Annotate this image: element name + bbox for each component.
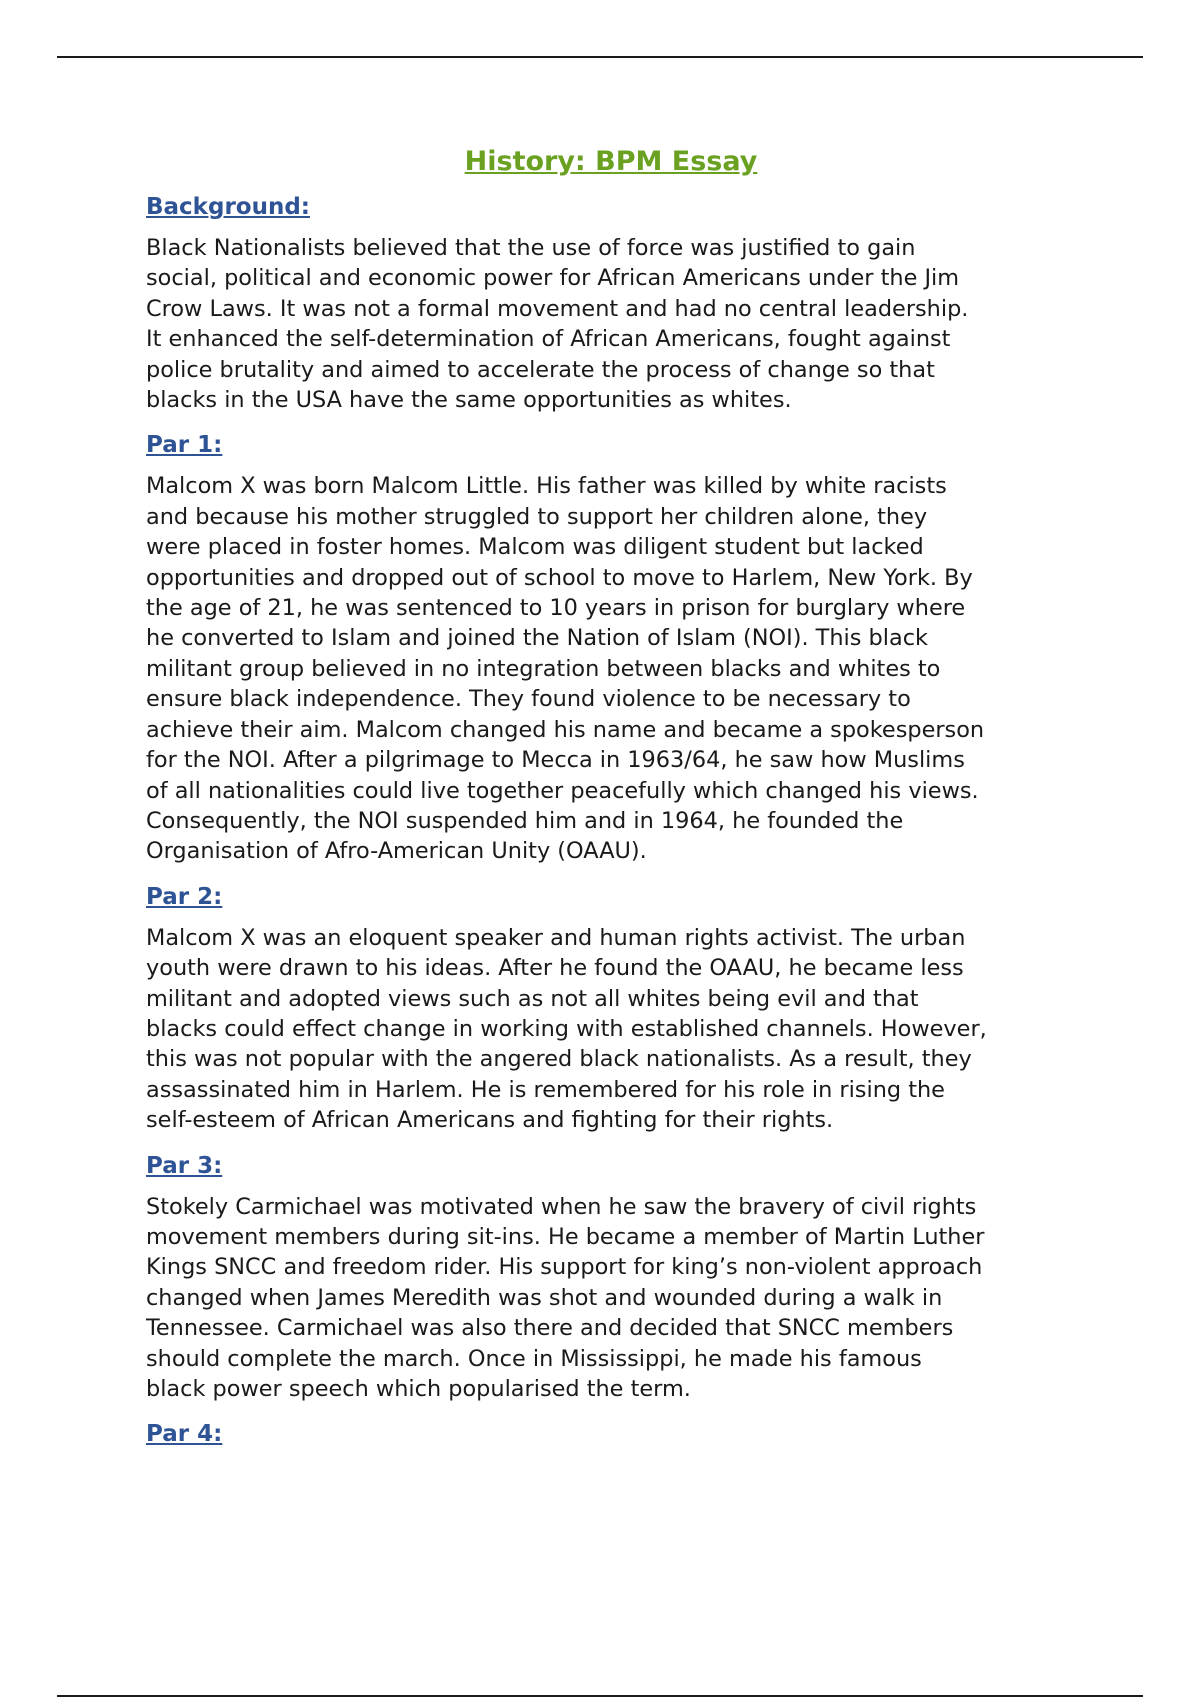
footer-rule xyxy=(57,1695,1143,1697)
text-line: It enhanced the self-determination of African Americans, fought against xyxy=(146,326,951,353)
document-title: History: BPM Essay xyxy=(464,146,758,177)
text-line: Stokely Carmichael was motivated when he saw the bravery of civil rights xyxy=(146,1193,977,1220)
text-line: black power speech which popularised the term. xyxy=(146,1376,691,1402)
text-line: police brutality and aimed to accelerate the process of change so that xyxy=(146,356,935,383)
text-line: ensure black independence. They found violence to be necessary to xyxy=(146,686,911,713)
text-line: Crow Laws. It was not a formal movement and had no central leadership. xyxy=(146,295,969,322)
section-heading: Par 4: xyxy=(146,1421,223,1448)
text-line: Kings SNCC and freedom rider. His support for king’s non-violent approach xyxy=(146,1254,983,1281)
text-line: social, political and economic power for African Americans under the Jim xyxy=(146,265,960,292)
section-heading: Par 3: xyxy=(146,1152,223,1179)
text-line: changed when James Meredith was shot and wounded during a walk in xyxy=(146,1284,943,1311)
section-paragraph xyxy=(146,471,1076,866)
document-body xyxy=(146,142,1076,1460)
text-line: Black Nationalists believed that the use of force was justified to gain xyxy=(146,235,916,261)
section-par-3 xyxy=(146,1149,1076,1405)
text-line: Malcom X was born Malcom Little. His father was killed by white racists xyxy=(146,473,947,500)
text-line: militant group believed in no integration between blacks and whites to xyxy=(146,655,941,682)
section-background xyxy=(146,190,1076,415)
text-line: this was not popular with the angered black nationalists. As a result, they xyxy=(146,1046,972,1073)
text-line: blacks in the USA have the same opportunities as whites. xyxy=(146,387,792,414)
section-heading: Par 1: xyxy=(146,432,223,459)
section-paragraph xyxy=(146,1192,1076,1405)
text-line: Consequently, the NOI suspended him and in 1964, he founded the xyxy=(146,807,904,834)
header-rule xyxy=(57,56,1143,58)
text-line: Tennessee. Carmichael was also there and decided that SNCC members xyxy=(146,1315,954,1342)
section-heading: Background: xyxy=(146,194,310,220)
section-par-1 xyxy=(146,428,1076,866)
text-line: should complete the march. Once in Mississippi, he made his famous xyxy=(146,1345,922,1372)
text-line: Organisation of Afro-American Unity (OAAU). xyxy=(146,838,647,865)
text-line: he converted to Islam and joined the Nation of Islam (NOI). This black xyxy=(146,625,928,652)
section-paragraph xyxy=(146,233,1076,415)
text-line: of all nationalities could live together peacefully which changed his views. xyxy=(146,777,979,804)
text-line: Malcom X was an eloquent speaker and human rights activist. The urban xyxy=(146,924,966,951)
text-line: and because his mother struggled to support her children alone, they xyxy=(146,503,928,530)
text-line: achieve their aim. Malcom changed his name and became a spokesperson xyxy=(146,716,985,743)
section-par-2 xyxy=(146,880,1076,1136)
text-line: opportunities and dropped out of school to move to Harlem, New York. By xyxy=(146,564,973,591)
text-line: were placed in foster homes. Malcom was diligent student but lacked xyxy=(146,534,924,561)
text-line: movement members during sit-ins. He became a member of Martin Luther xyxy=(146,1223,985,1250)
text-line: militant and adopted views such as not all whites being evil and that xyxy=(146,985,919,1012)
section-par-4 xyxy=(146,1417,1076,1451)
text-line: self-esteem of African Americans and fighting for their rights. xyxy=(146,1107,834,1134)
text-line: youth were drawn to his ideas. After he found the OAAU, he became less xyxy=(146,955,964,982)
section-heading: Par 2: xyxy=(146,883,223,910)
text-line: for the NOI. After a pilgrimage to Mecca in 1963/64, he saw how Muslims xyxy=(146,747,965,774)
text-line: blacks could effect change in working with established channels. However, xyxy=(146,1015,987,1042)
text-line: assassinated him in Harlem. He is remembered for his role in rising the xyxy=(146,1076,945,1103)
section-paragraph xyxy=(146,923,1076,1136)
text-line: the age of 21, he was sentenced to 10 years in prison for burglary where xyxy=(146,595,966,622)
